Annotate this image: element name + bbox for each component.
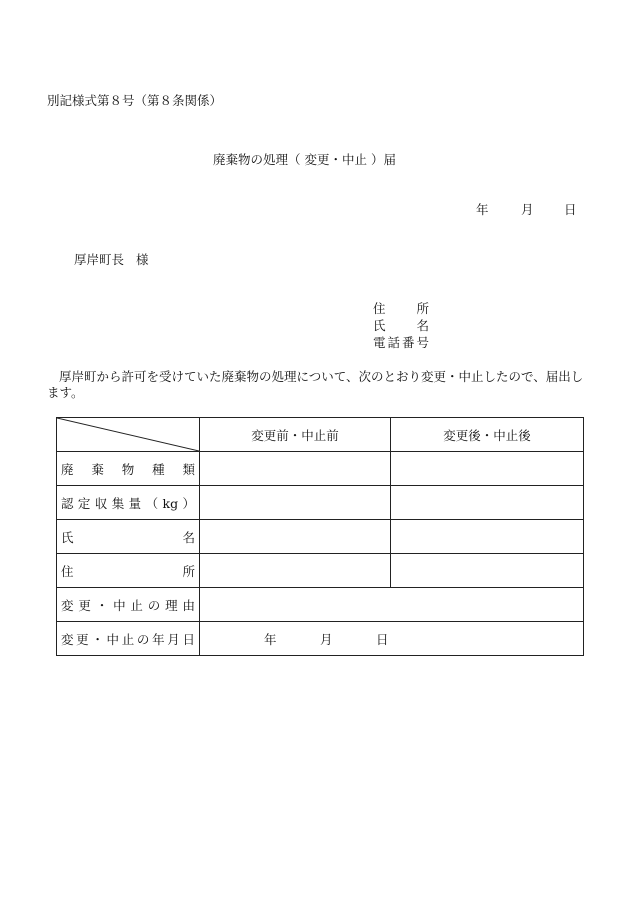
applicant-address <box>373 301 429 317</box>
change-form-table <box>56 417 584 656</box>
body-text: 厚岸町から許可を受けていた廃棄物の処理について、次のとおり変更・中止したので、届出します。 <box>47 369 584 400</box>
table-row <box>57 554 584 588</box>
applicant-name-label: 氏名 <box>373 318 429 333</box>
address-after-cell[interactable] <box>391 554 584 588</box>
addressee <box>74 250 149 268</box>
reason-cell[interactable] <box>200 588 584 622</box>
name-after-cell[interactable] <box>391 520 584 554</box>
applicant-name <box>373 318 429 334</box>
addressee-name: 厚岸町長 <box>74 252 125 267</box>
date-day-label: 日 <box>564 202 577 217</box>
row-label-date: 変更・中止の年月日 <box>57 622 200 656</box>
table-row <box>57 486 584 520</box>
diagonal-header-cell <box>57 418 200 452</box>
address-before-cell[interactable] <box>200 554 391 588</box>
col-after-header: 変更後・中止後 <box>391 418 584 452</box>
applicant-address-label: 住所 <box>373 301 429 316</box>
row-label-reason: 変更・中止の理由 <box>57 588 200 622</box>
addressee-honorific: 様 <box>136 252 149 267</box>
applicant-phone-label: 電話番号 <box>373 335 429 350</box>
waste-type-before-cell[interactable] <box>200 452 391 486</box>
document-title: 廃棄物の処理（ 変更・中止 ）届 <box>213 152 396 167</box>
date-year-label: 年 <box>476 202 489 217</box>
table-row <box>57 588 584 622</box>
row-label-collection-amount: 認定収集量（kg） <box>57 486 200 520</box>
table-row <box>57 622 584 656</box>
row-label-address: 住所 <box>57 554 200 588</box>
row-label-waste-type: 廃棄物種類 <box>57 452 200 486</box>
col-before-header: 変更前・中止前 <box>200 418 391 452</box>
date-month-label: 月 <box>521 202 534 217</box>
change-date-month: 月 <box>320 631 333 647</box>
change-date-year: 年 <box>264 631 277 647</box>
submission-date <box>476 200 577 218</box>
waste-type-after-cell[interactable] <box>391 452 584 486</box>
form-code: 別記様式第８号（第８条関係） <box>47 93 223 108</box>
row-label-name: 氏名 <box>57 520 200 554</box>
collection-amount-after-cell[interactable] <box>391 486 584 520</box>
collection-amount-before-cell[interactable] <box>200 486 391 520</box>
table-header-row <box>57 418 584 452</box>
applicant-phone <box>373 335 429 351</box>
table-row <box>57 520 584 554</box>
table-row <box>57 452 584 486</box>
change-date-day: 日 <box>376 631 389 647</box>
name-before-cell[interactable] <box>200 520 391 554</box>
diagonal-line <box>57 418 199 451</box>
change-date-cell[interactable] <box>200 622 584 656</box>
